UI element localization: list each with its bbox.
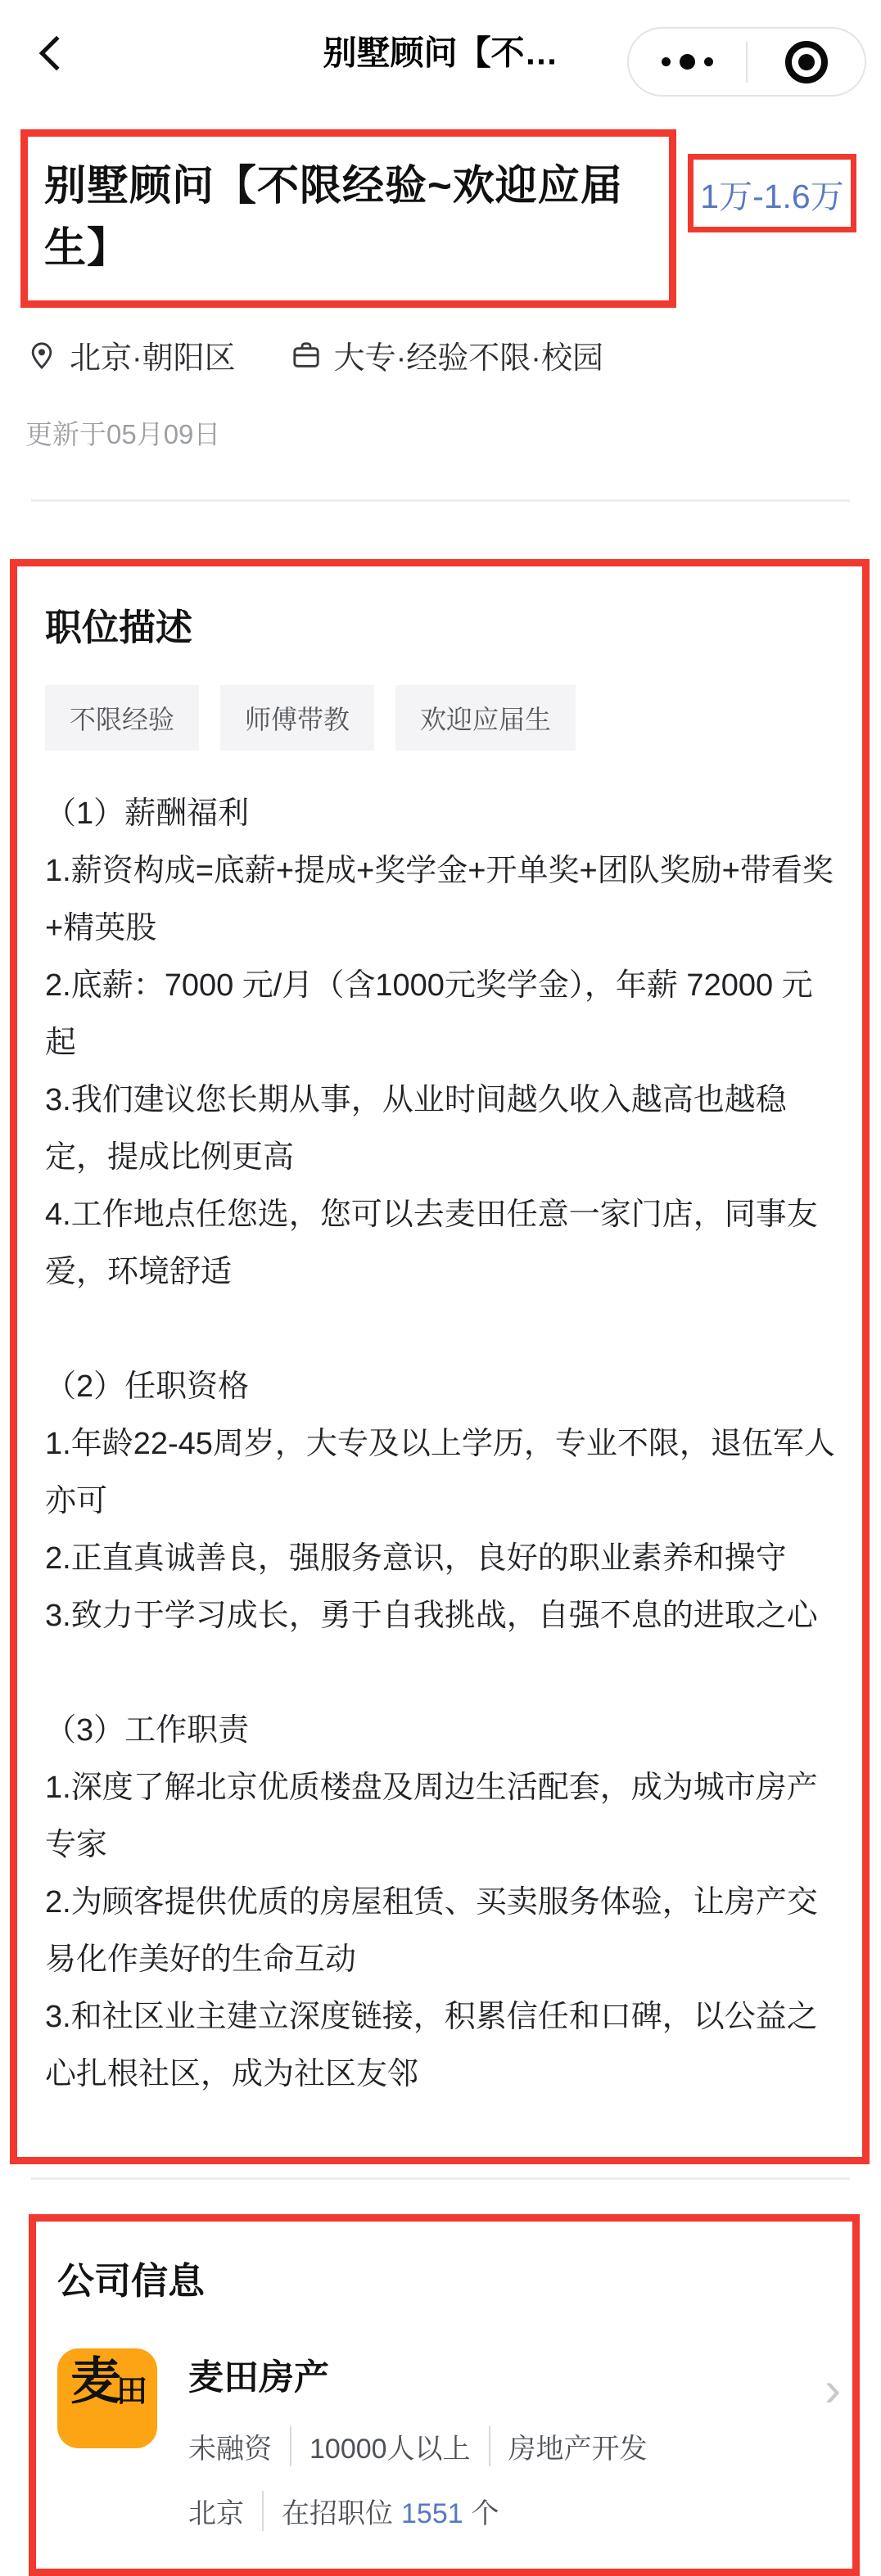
company-meta-primary (188, 2426, 803, 2466)
description-paragraph: 1.薪资构成=底薪+提成+奖学金+开单奖+团队奖励+带看奖+精英股 (45, 854, 834, 945)
description-paragraph: （2）任职资格 (45, 1369, 250, 1404)
company-meta-secondary (188, 2491, 803, 2531)
description-paragraph: 2.为顾客提供优质的房屋租赁、买卖服务体验，让房产交易化作美好的生命互动 (45, 1885, 818, 1977)
description-paragraph: （1）薪酬福利 (45, 796, 250, 831)
update-date: 更新于05月09日 (25, 419, 221, 449)
job-tag: 不限经验 (45, 685, 199, 751)
company-annotation-box[interactable] (29, 2214, 860, 2576)
description-paragraph: 3.和社区业主建立深度链接，积累信任和口碑，以公益之心扎根社区，成为社区友邻 (45, 2000, 818, 2091)
salary-annotation-box (688, 154, 856, 232)
company-meta-item: 房地产开发 (489, 2426, 648, 2466)
chevron-left-icon (39, 36, 74, 70)
job-header-section (0, 129, 881, 502)
section-divider (31, 2177, 850, 2180)
company-city: 北京 (188, 2498, 244, 2529)
job-description-annotation-box (10, 559, 870, 2164)
description-paragraph: 3.致力于学习成长，勇于自我挑战，自强不息的进取之心 (45, 1599, 818, 1633)
description-paragraph: 1.深度了解北京优质楼盘及周边生活配套，成为城市房产专家 (45, 1771, 818, 1862)
job-meta-line (25, 332, 861, 377)
logo-char: 田 (115, 2375, 147, 2409)
more-button[interactable] (629, 29, 746, 95)
description-paragraph: 1.年龄22-45周岁，大专及以上学历，专业不限，退伍军人亦可 (45, 1427, 835, 1518)
company-meta-item: 10000人以上 (290, 2426, 471, 2466)
company-row[interactable] (57, 2348, 803, 2531)
target-icon (785, 41, 828, 83)
job-location: 北京·朝阳区 (70, 341, 236, 376)
description-paragraph: （3）工作职责 (45, 1713, 250, 1748)
description-paragraph: 4.工作地点任您选，您可以去麦田任意一家门店，同事友爱，环境舒适 (45, 1198, 818, 1289)
job-requirements: 大专·经验不限·校园 (333, 341, 603, 376)
openings-count: 1551 (401, 2498, 463, 2529)
company-info (188, 2348, 803, 2531)
company-openings: 在招职位 1551 个 (262, 2491, 499, 2531)
close-home-button[interactable] (748, 29, 865, 95)
back-button[interactable] (36, 36, 74, 74)
company-logo (57, 2348, 157, 2448)
section-divider (31, 499, 850, 502)
description-paragraphs (45, 785, 838, 2103)
company-heading: 公司信息 (57, 2260, 206, 2302)
logo-char: 麦 (70, 2353, 122, 2410)
job-title: 别墅顾问【不限经验~欢迎应届生】 (44, 162, 623, 271)
miniprogram-capsule (627, 27, 866, 97)
company-meta-item: 未融资 (188, 2434, 272, 2465)
navbar (0, 0, 881, 100)
description-paragraph (45, 1301, 838, 1358)
company-name: 麦田房产 (188, 2358, 329, 2398)
description-paragraph (45, 1644, 838, 1702)
description-paragraph: 2.正直真诚善良，强服务意识，良好的职业素养和操守 (45, 1541, 787, 1576)
page-title: 别墅顾问【不… (323, 34, 558, 72)
description-paragraph: 2.底薪：7000 元/月（含1000元奖学金），年薪 72000 元起 (45, 968, 813, 1060)
more-dots-icon (662, 54, 713, 70)
chevron-right-icon[interactable]: › (825, 2361, 841, 2416)
job-tag: 师傅带教 (220, 685, 374, 751)
job-title-annotation-box (20, 129, 676, 308)
location-pin-icon (25, 339, 58, 372)
briefcase-icon (290, 339, 323, 372)
job-tag: 欢迎应届生 (395, 685, 576, 751)
salary-range: 1万-1.6万 (700, 177, 844, 215)
description-paragraph: 3.我们建议您长期从事，从业时间越久收入越高也越稳定，提成比例更高 (45, 1083, 787, 1175)
job-tags (45, 685, 838, 751)
description-heading: 职位描述 (45, 607, 193, 648)
